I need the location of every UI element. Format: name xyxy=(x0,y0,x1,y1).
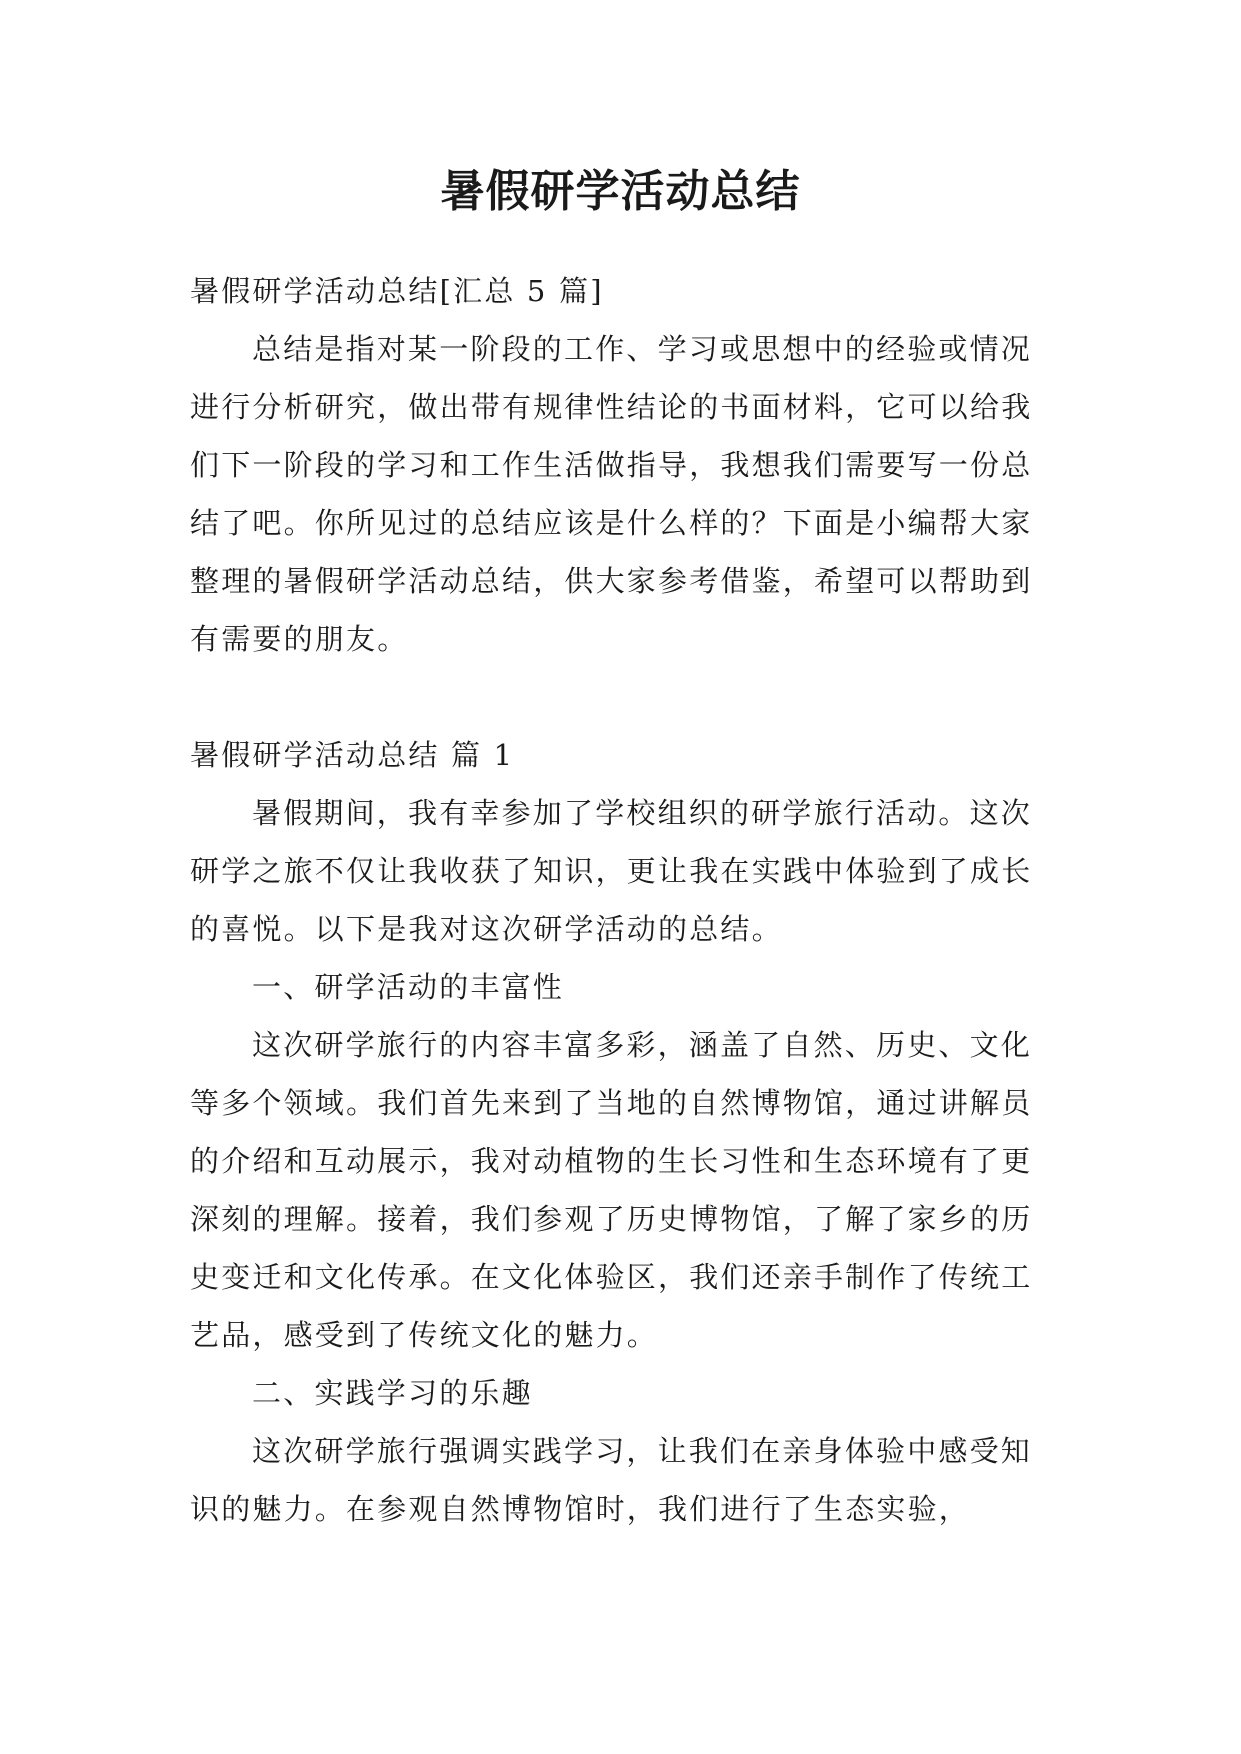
page-title: 暑假研学活动总结 xyxy=(440,166,801,217)
section-paragraph: 这次研学旅行的内容丰富多彩，涵盖了自然、历史、文化等多个领域。我们首先来到了当地的自然博物馆，通过讲解员的介绍和互动展示，我对动植物的生长习性和生态环境有了更深刻的理解。接着，我们参观了历史博物馆，了解了家乡的历史变迁和文化传承。在文化体验区，我们还亲手制作了传统工艺品，感受到了传统文化的魅力。 xyxy=(190,1028,1033,1352)
document-body xyxy=(190,262,1052,1538)
section-paragraph: 暑假期间，我有幸参加了学校组织的研学旅行活动。这次研学之旅不仅让我收获了知识，更让我在实践中体验到了成长的喜悦。以下是我对这次研学活动的总结。 xyxy=(190,796,1033,946)
paragraph-spacer xyxy=(190,668,1052,726)
section-paragraph: 这次研学旅行强调实践学习，让我们在亲身体验中感受知识的魅力。在参观自然博物馆时，我们进行了生态实验， xyxy=(190,1434,1033,1526)
subsection-heading: 一、研学活动的丰富性 xyxy=(252,970,565,1004)
section-heading: 暑假研学活动总结 篇 1 xyxy=(190,738,515,772)
document-subtitle: 暑假研学活动总结[汇总 5 篇] xyxy=(190,274,604,308)
subsection-heading: 二、实践学习的乐趣 xyxy=(252,1376,533,1410)
intro-paragraph: 总结是指对某一阶段的工作、学习或思想中的经验或情况进行分析研究，做出带有规律性结论的书面材料，它可以给我们下一阶段的学习和工作生活做指导，我想我们需要写一份总结了吧。你所见过的总结应该是什么样的？下面是小编帮大家整理的暑假研学活动总结，供大家参考借鉴，希望可以帮助到有需要的朋友。 xyxy=(190,332,1033,656)
